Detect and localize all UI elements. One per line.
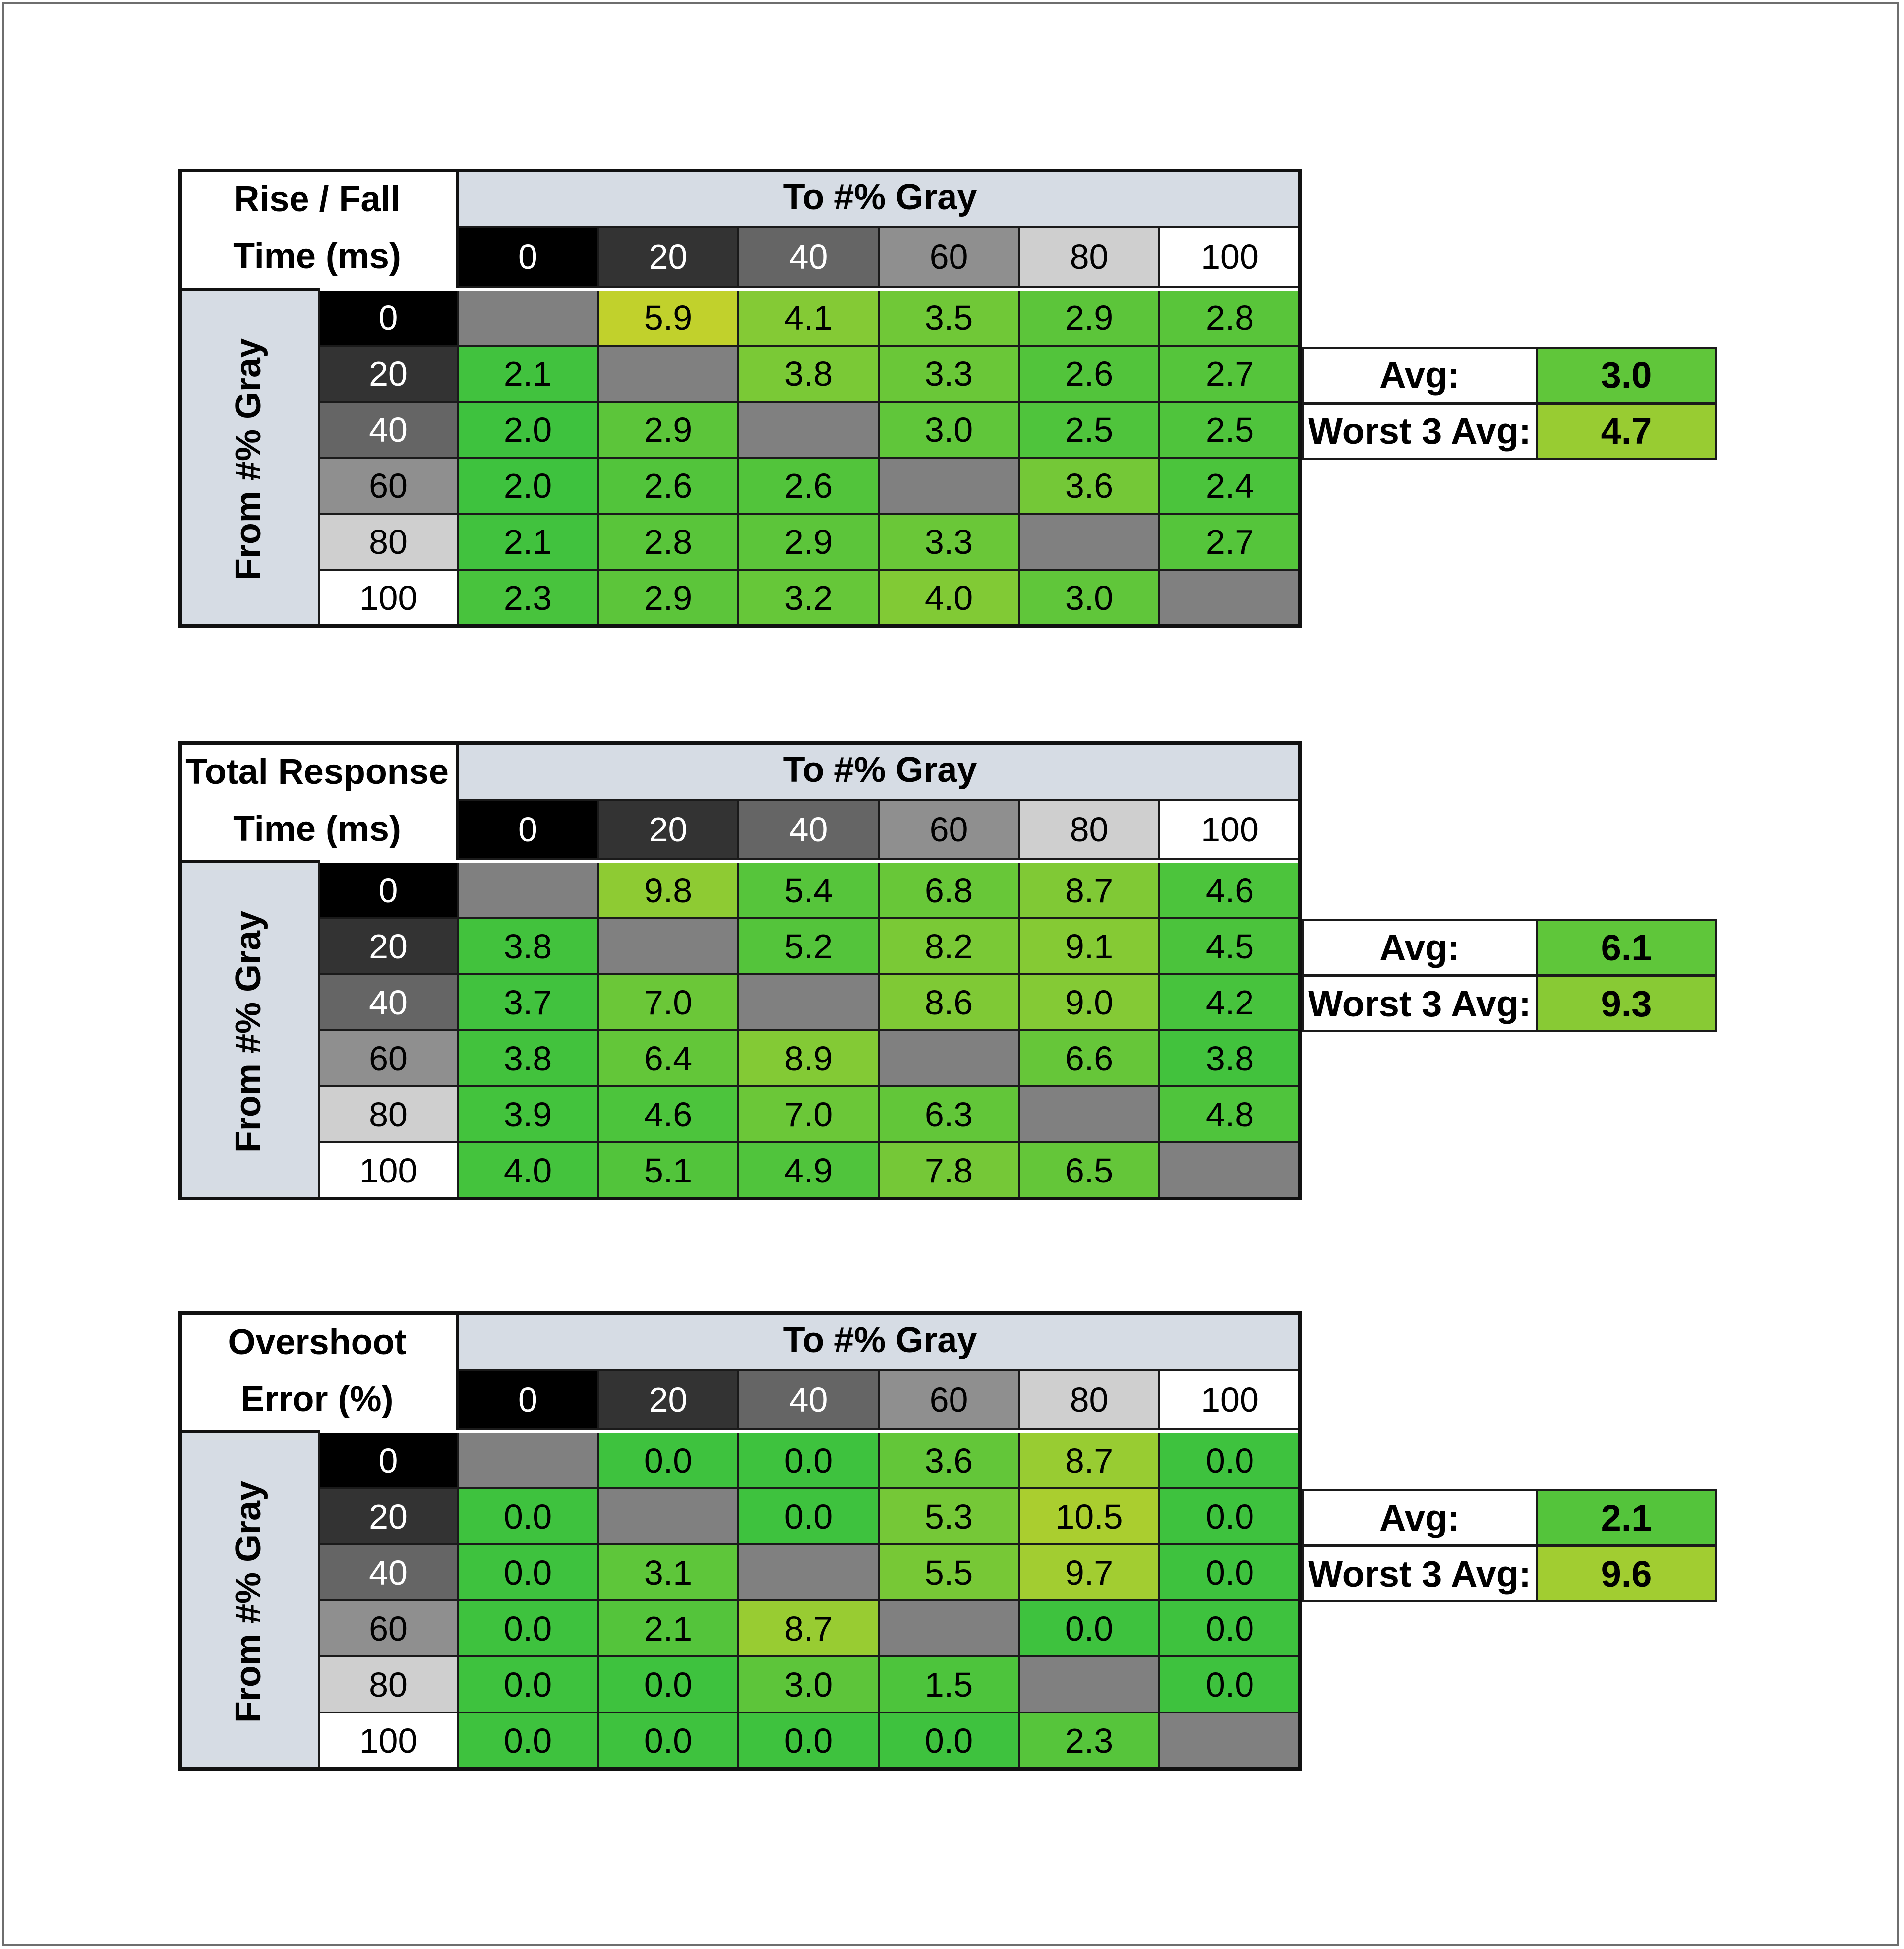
value-cell: 0.0: [599, 1713, 739, 1770]
value-cell: 0.0: [599, 1433, 739, 1489]
value-cell: 3.8: [1160, 1031, 1302, 1087]
value-cell: 4.9: [739, 1143, 880, 1199]
row-level-header: 40: [320, 1545, 459, 1601]
value-cell: 2.5: [1160, 403, 1302, 459]
value-cell: 10.5: [1020, 1489, 1160, 1545]
value-cell: 0.0: [1160, 1433, 1302, 1489]
value-cell: 3.6: [880, 1433, 1020, 1489]
value-cell: 0.0: [459, 1713, 599, 1770]
diagonal-cell: [599, 347, 739, 403]
value-cell: 0.0: [1020, 1601, 1160, 1657]
value-cell: 9.0: [1020, 975, 1160, 1031]
response-table-1: [178, 169, 1302, 628]
row-level-header: 0: [320, 1433, 459, 1489]
value-cell: 6.3: [880, 1087, 1020, 1143]
value-cell: 2.9: [599, 571, 739, 627]
column-level-header: 60: [880, 228, 1020, 288]
value-cell: 2.4: [1160, 459, 1302, 515]
diagonal-cell: [880, 459, 1020, 515]
value-cell: 3.2: [739, 571, 880, 627]
value-cell: 8.2: [880, 919, 1020, 975]
value-cell: 4.6: [599, 1087, 739, 1143]
value-cell: 2.0: [459, 459, 599, 515]
row-level-header: 60: [320, 1601, 459, 1657]
diagonal-cell: [739, 975, 880, 1031]
value-cell: 2.1: [459, 515, 599, 571]
diagonal-cell: [1160, 1143, 1302, 1199]
diagonal-cell: [599, 1489, 739, 1545]
value-cell: 3.0: [739, 1657, 880, 1713]
row-level-header: 40: [320, 403, 459, 459]
column-level-header: 20: [599, 228, 739, 288]
stat-label: Worst 3 Avg:: [1302, 1545, 1538, 1602]
value-cell: 7.0: [739, 1087, 880, 1143]
stat-label: Avg:: [1302, 1489, 1538, 1546]
column-level-header: 0: [459, 801, 599, 860]
diagonal-cell: [1020, 1657, 1160, 1713]
table-title-line: Rise / Fall: [234, 179, 401, 219]
value-cell: 0.0: [1160, 1489, 1302, 1545]
row-level-header: 100: [320, 1713, 459, 1770]
column-level-header: 0: [459, 1371, 599, 1430]
diagonal-cell: [880, 1031, 1020, 1087]
value-cell: 2.9: [739, 515, 880, 571]
value-cell: 8.7: [1020, 863, 1160, 919]
diagonal-cell: [739, 403, 880, 459]
column-group-header: To #% Gray: [459, 169, 1302, 228]
column-group-header: To #% Gray: [459, 1311, 1302, 1371]
value-cell: 1.5: [880, 1657, 1020, 1713]
table-title-line: Time (ms): [233, 809, 401, 849]
row-level-header: 20: [320, 919, 459, 975]
column-group-header: To #% Gray: [459, 741, 1302, 801]
column-level-header: 20: [599, 801, 739, 860]
value-cell: 2.9: [1020, 291, 1160, 347]
value-cell: 0.0: [880, 1713, 1020, 1770]
value-cell: 5.3: [880, 1489, 1020, 1545]
value-cell: 3.3: [880, 515, 1020, 571]
value-cell: 7.0: [599, 975, 739, 1031]
row-group-header-label: From #% Gray: [228, 1480, 268, 1723]
column-level-header: 0: [459, 228, 599, 288]
value-cell: 2.9: [599, 403, 739, 459]
value-cell: 0.0: [1160, 1545, 1302, 1601]
stat-value: 3.0: [1536, 347, 1717, 404]
stat-value: 9.6: [1536, 1545, 1717, 1602]
value-cell: 5.1: [599, 1143, 739, 1199]
value-cell: 8.7: [1020, 1433, 1160, 1489]
diagonal-cell: [880, 1601, 1020, 1657]
value-cell: 2.8: [599, 515, 739, 571]
value-cell: 6.8: [880, 863, 1020, 919]
value-cell: 0.0: [459, 1601, 599, 1657]
value-cell: 4.2: [1160, 975, 1302, 1031]
row-level-header: 100: [320, 1143, 459, 1199]
value-cell: 2.3: [1020, 1713, 1160, 1770]
value-cell: 3.8: [459, 919, 599, 975]
value-cell: 8.6: [880, 975, 1020, 1031]
row-level-header: 100: [320, 571, 459, 627]
row-group-header: [178, 860, 320, 1200]
value-cell: 0.0: [459, 1545, 599, 1601]
table-title: [178, 741, 459, 860]
value-cell: 7.8: [880, 1143, 1020, 1199]
table-title-line: Overshoot: [228, 1322, 407, 1362]
diagonal-cell: [739, 1545, 880, 1601]
value-cell: 2.6: [599, 459, 739, 515]
table-title: [178, 1311, 459, 1430]
row-level-header: 60: [320, 459, 459, 515]
value-cell: 3.1: [599, 1545, 739, 1601]
row-level-header: 20: [320, 1489, 459, 1545]
table-title-line: Time (ms): [233, 236, 401, 276]
value-cell: 5.9: [599, 291, 739, 347]
diagonal-cell: [459, 863, 599, 919]
value-cell: 3.3: [880, 347, 1020, 403]
diagonal-cell: [1160, 571, 1302, 627]
value-cell: 2.6: [1020, 347, 1160, 403]
value-cell: 0.0: [739, 1433, 880, 1489]
row-level-header: 60: [320, 1031, 459, 1087]
value-cell: 2.1: [599, 1601, 739, 1657]
response-table-3: [178, 1311, 1302, 1771]
response-table-2: [178, 741, 1302, 1200]
value-cell: 3.6: [1020, 459, 1160, 515]
value-cell: 9.8: [599, 863, 739, 919]
row-level-header: 80: [320, 1657, 459, 1713]
row-group-header-label: From #% Gray: [228, 910, 268, 1153]
stat-value: 4.7: [1536, 403, 1717, 460]
value-cell: 2.0: [459, 403, 599, 459]
table-title-line: Total Response: [185, 752, 449, 792]
stat-value: 2.1: [1536, 1489, 1717, 1546]
value-cell: 0.0: [1160, 1601, 1302, 1657]
table-title: [178, 169, 459, 288]
stat-value: 6.1: [1536, 919, 1717, 976]
column-level-header: 20: [599, 1371, 739, 1430]
value-cell: 4.6: [1160, 863, 1302, 919]
column-level-header: 60: [880, 801, 1020, 860]
row-group-header: [178, 1430, 320, 1771]
value-cell: 8.7: [739, 1601, 880, 1657]
stat-value: 9.3: [1536, 975, 1717, 1032]
stat-label: Worst 3 Avg:: [1302, 975, 1538, 1032]
value-cell: 2.7: [1160, 515, 1302, 571]
column-level-header: 40: [739, 1371, 880, 1430]
column-level-header: 40: [739, 801, 880, 860]
value-cell: 3.0: [1020, 571, 1160, 627]
value-cell: 4.8: [1160, 1087, 1302, 1143]
value-cell: 4.5: [1160, 919, 1302, 975]
column-level-header: 80: [1020, 228, 1160, 288]
row-group-header-label: From #% Gray: [228, 338, 268, 581]
stat-label: Avg:: [1302, 919, 1538, 976]
table-title-line: Error (%): [240, 1379, 394, 1419]
value-cell: 3.7: [459, 975, 599, 1031]
value-cell: 9.1: [1020, 919, 1160, 975]
column-level-header: 100: [1160, 228, 1302, 288]
diagonal-cell: [599, 919, 739, 975]
value-cell: 4.1: [739, 291, 880, 347]
value-cell: 6.6: [1020, 1031, 1160, 1087]
diagonal-cell: [1020, 1087, 1160, 1143]
value-cell: 0.0: [739, 1713, 880, 1770]
value-cell: 9.7: [1020, 1545, 1160, 1601]
value-cell: 2.7: [1160, 347, 1302, 403]
value-cell: 2.5: [1020, 403, 1160, 459]
value-cell: 0.0: [459, 1657, 599, 1713]
column-level-header: 80: [1020, 1371, 1160, 1430]
diagonal-cell: [459, 291, 599, 347]
stat-label: Worst 3 Avg:: [1302, 403, 1538, 460]
value-cell: 2.3: [459, 571, 599, 627]
value-cell: 4.0: [459, 1143, 599, 1199]
value-cell: 4.0: [880, 571, 1020, 627]
value-cell: 5.4: [739, 863, 880, 919]
value-cell: 8.9: [739, 1031, 880, 1087]
stat-label: Avg:: [1302, 347, 1538, 404]
row-group-header: [178, 288, 320, 628]
value-cell: 0.0: [1160, 1657, 1302, 1713]
value-cell: 2.1: [459, 347, 599, 403]
value-cell: 3.8: [739, 347, 880, 403]
column-level-header: 100: [1160, 1371, 1302, 1430]
value-cell: 0.0: [459, 1489, 599, 1545]
column-level-header: 100: [1160, 801, 1302, 860]
row-level-header: 80: [320, 1087, 459, 1143]
value-cell: 2.6: [739, 459, 880, 515]
row-level-header: 80: [320, 515, 459, 571]
value-cell: 3.5: [880, 291, 1020, 347]
diagonal-cell: [1020, 515, 1160, 571]
value-cell: 3.8: [459, 1031, 599, 1087]
value-cell: 0.0: [599, 1657, 739, 1713]
column-level-header: 60: [880, 1371, 1020, 1430]
column-level-header: 40: [739, 228, 880, 288]
row-level-header: 20: [320, 347, 459, 403]
column-level-header: 80: [1020, 801, 1160, 860]
value-cell: 6.4: [599, 1031, 739, 1087]
row-level-header: 0: [320, 863, 459, 919]
value-cell: 3.9: [459, 1087, 599, 1143]
diagonal-cell: [1160, 1713, 1302, 1770]
value-cell: 2.8: [1160, 291, 1302, 347]
row-level-header: 40: [320, 975, 459, 1031]
row-level-header: 0: [320, 291, 459, 347]
value-cell: 0.0: [739, 1489, 880, 1545]
value-cell: 5.2: [739, 919, 880, 975]
diagonal-cell: [459, 1433, 599, 1489]
value-cell: 6.5: [1020, 1143, 1160, 1199]
value-cell: 5.5: [880, 1545, 1020, 1601]
value-cell: 3.0: [880, 403, 1020, 459]
